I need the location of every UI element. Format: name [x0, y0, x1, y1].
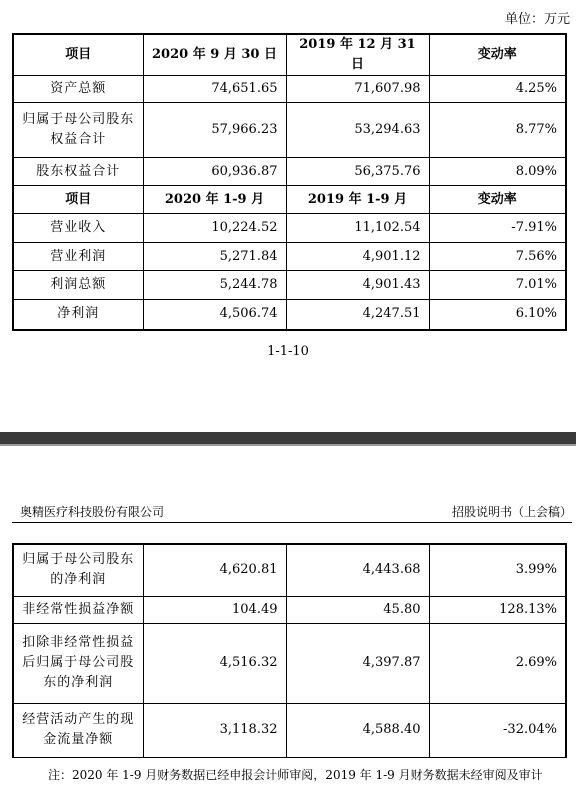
financial-summary-table-continued: [12, 543, 567, 758]
value-cell: 5,271.84: [143, 243, 286, 271]
change-rate-cell: 128.13%: [429, 596, 566, 623]
table-row: [13, 544, 566, 596]
value-cell: 45.80: [286, 596, 429, 623]
value-cell: 5,244.78: [143, 271, 286, 300]
table-row: [13, 103, 566, 158]
page-number: 1-1-10: [267, 344, 309, 359]
value-cell: 4,516.32: [143, 623, 286, 703]
value-cell: 57,966.23: [143, 103, 286, 158]
page-separator-shadow: [0, 444, 576, 446]
change-rate-cell: -32.04%: [429, 703, 566, 757]
row-label: 股东权益合计: [13, 158, 143, 186]
value-cell: 4,443.68: [286, 544, 429, 596]
header-cell: 2019 年 1-9 月: [286, 186, 429, 214]
value-cell: 74,651.65: [143, 76, 286, 103]
header-cell: 项目: [13, 186, 143, 214]
change-rate-cell: 3.99%: [429, 544, 566, 596]
header-cell: 变动率: [429, 34, 566, 76]
table-row: [13, 158, 566, 186]
change-rate-cell: 8.77%: [429, 103, 566, 158]
row-label: 净利润: [13, 300, 143, 330]
value-cell: 60,936.87: [143, 158, 286, 186]
table-row: [13, 214, 566, 243]
row-label: 经营活动产生的现金流量净额: [13, 703, 143, 757]
document-title: 招股说明书（上会稿）: [451, 505, 572, 519]
header-rule: [12, 522, 572, 523]
change-rate-cell: 7.01%: [429, 271, 566, 300]
value-cell: 4,620.81: [143, 544, 286, 596]
change-rate-cell: 7.56%: [429, 243, 566, 271]
header-cell: 变动率: [429, 186, 566, 214]
value-cell: 56,375.76: [286, 158, 429, 186]
row-label: 资产总额: [13, 76, 143, 103]
row-label: 归属于母公司股东的净利润: [13, 544, 143, 596]
company-name: 奥精医疗科技股份有限公司: [20, 505, 165, 519]
row-label: 非经常性损益净额: [13, 596, 143, 623]
row-label: 营业收入: [13, 214, 143, 243]
table-row: [13, 623, 566, 703]
row-label: 归属于母公司股东权益合计: [13, 103, 143, 158]
table-row: [13, 596, 566, 623]
value-cell: 53,294.63: [286, 103, 429, 158]
header-cell: 2020 年 1-9 月: [143, 186, 286, 214]
value-cell: 4,901.43: [286, 271, 429, 300]
value-cell: 4,901.12: [286, 243, 429, 271]
table-row: [13, 271, 566, 300]
value-cell: 4,588.40: [286, 703, 429, 757]
value-cell: 104.49: [143, 596, 286, 623]
change-rate-cell: 4.25%: [429, 76, 566, 103]
header-cell: 项目: [13, 34, 143, 76]
value-cell: 4,247.51: [286, 300, 429, 330]
change-rate-cell: 8.09%: [429, 158, 566, 186]
row-label: 营业利润: [13, 243, 143, 271]
table-header-row: [13, 186, 566, 214]
table-header-row: [13, 34, 566, 76]
value-cell: 11,102.54: [286, 214, 429, 243]
value-cell: 4,397.87: [286, 623, 429, 703]
row-label: 扣除非经常性损益后归属于母公司股东的净利润: [13, 623, 143, 703]
footnote: 注：2020 年 1-9 月财务数据已经申报会计师审阅，2019 年 1-9 月财务数据未经审阅及审计: [48, 768, 543, 782]
value-cell: 4,506.74: [143, 300, 286, 330]
table-row: [13, 703, 566, 757]
page-separator: [0, 432, 576, 444]
change-rate-cell: -7.91%: [429, 214, 566, 243]
financial-summary-table: [12, 33, 567, 331]
unit-label: 单位：万元: [504, 12, 570, 27]
table-row: [13, 243, 566, 271]
header-cell: 2020 年 9 月 30 日: [143, 34, 286, 76]
change-rate-cell: 2.69%: [429, 623, 566, 703]
value-cell: 3,118.32: [143, 703, 286, 757]
change-rate-cell: 6.10%: [429, 300, 566, 330]
value-cell: 10,224.52: [143, 214, 286, 243]
table-row: [13, 76, 566, 103]
header-cell: 2019 年 12 月 31 日: [286, 34, 429, 76]
row-label: 利润总额: [13, 271, 143, 300]
table-row: [13, 300, 566, 330]
value-cell: 71,607.98: [286, 76, 429, 103]
